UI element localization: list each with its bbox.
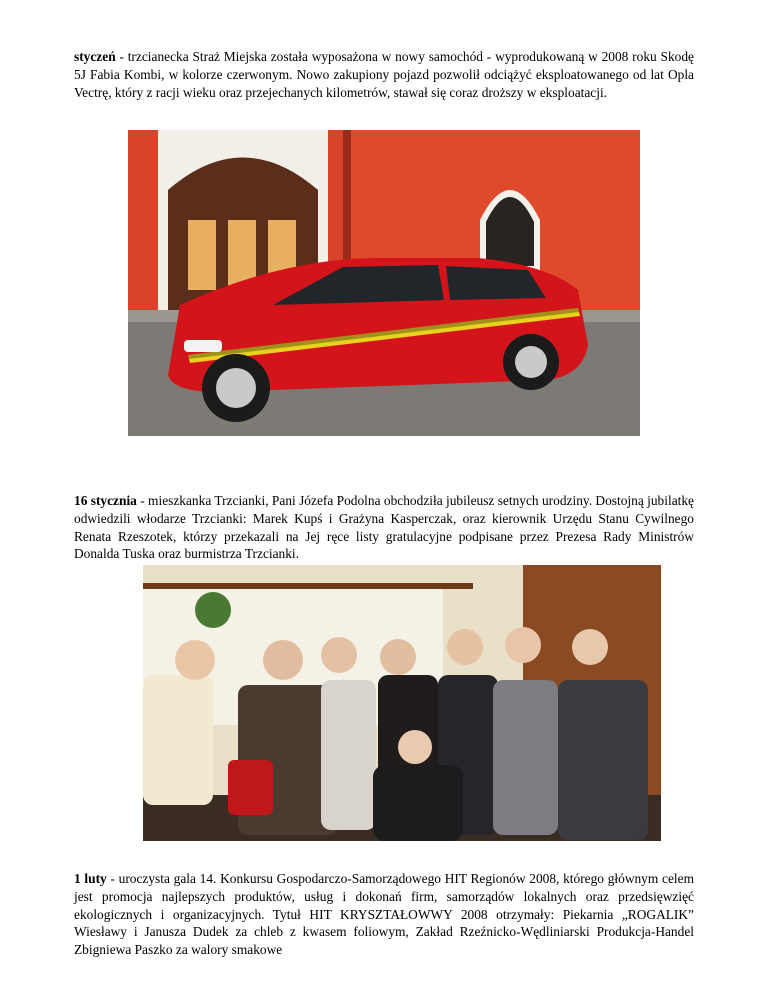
paragraph-text: - uroczysta gala 14. Konkursu Gospodarczo-Samorządowego HIT Regionów 2008, którego głównym celem jest promocja najlepszych produktów, usług i dokonań firm, samorządów lokalnych oraz przedsięwzięć ekologicznych i organizacyjnych. Tytuł HIT KRYSZTAŁOWWY 2008 otrzymały: Piekarnia „ROGALIK” Wiesławy i Janusza Dudek za chleb z kwasem foliowym, Zakład Rzeźnicko-Wędliniarski Produkcja-Handel Zbigniewa Paszko za walory smakowe (74, 871, 694, 957)
paragraph-text: - trzcianecka Straż Miejska została wyposażona w nowy samochód - wyprodukowaną w 2008 roku Skodę 5J Fabia Kombi, w kolorze czerwonym. Nowo zakupiony pojazd pozwolił odciążyć eksploatowanego od lat Opla Vectrę, który z racji wieku oraz przejechanych kilometrów, stawał się coraz droższy w eksploatacji. (74, 49, 694, 100)
paragraph-16-stycznia (74, 492, 694, 562)
paragraph-styczen (74, 48, 694, 101)
group-illustration (143, 565, 661, 841)
paragraph-date: 16 stycznia (74, 493, 137, 509)
photo-city-guard-car (128, 130, 640, 436)
paragraph-text: - mieszkanka Trzcianki, Pani Józefa Podolna obchodziła jubileusz setnych urodziny. Dostojną jubilatkę odwiedzili włodarze Trzcianki: Marek Kupś i Grażyna Kasperczak, oraz kierownik Urzędu Stanu Cywilnego Renata Rzeszotek, którzy przekazali na Jej ręce listy gratulacyjne podpisane przez Prezesa Rady Ministrów Donalda Tuska oraz burmistrza Trzcianki. (74, 493, 694, 562)
photo-jubilee-group (143, 565, 661, 841)
paragraph-date: styczeń (74, 49, 116, 65)
car-illustration (128, 130, 640, 436)
paragraph-date: 1 luty (74, 871, 107, 887)
paragraph-1-luty (74, 870, 694, 958)
